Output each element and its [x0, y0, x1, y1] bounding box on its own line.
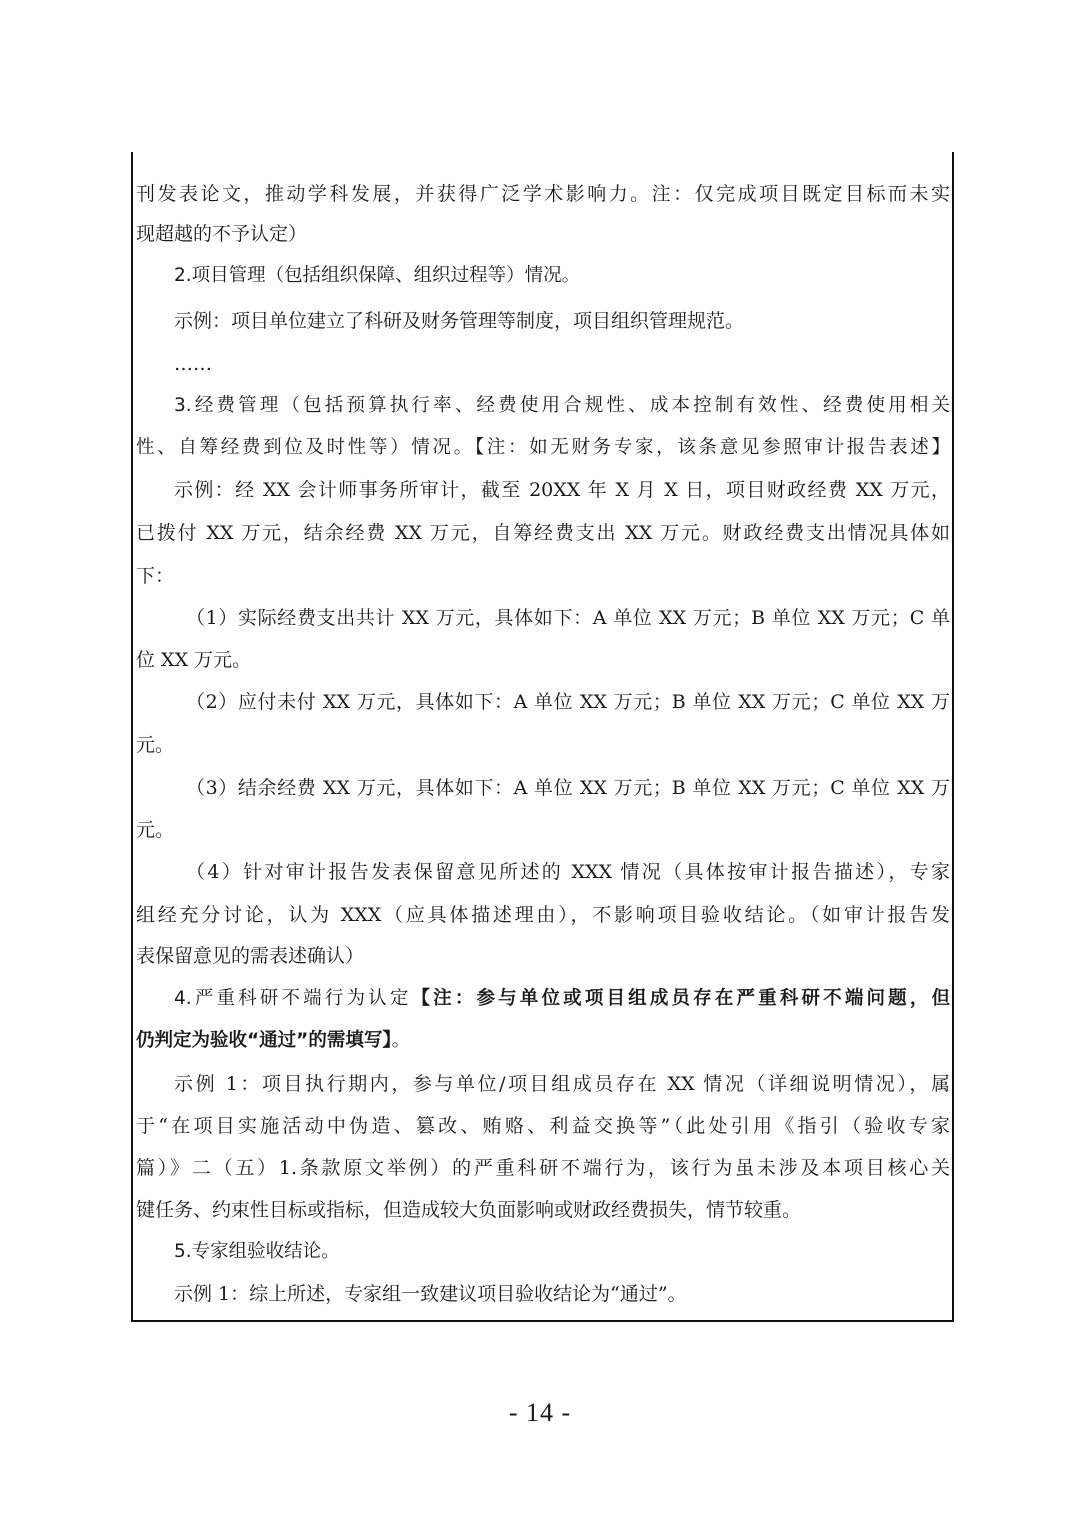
heading-text: 4.严重科研不端行为认定: [174, 988, 412, 1009]
text-line: 性、自筹经费到位及时性等）情况。【注：如无财务专家，该条意见参照审计报告表述】: [136, 437, 950, 458]
text-line: 下：: [136, 565, 175, 587]
text-line: 示例：经 XX 会计师事务所审计，截至 20XX 年 X 月 X 日，项目财政经费 XX 万元，: [174, 479, 950, 501]
text-line: 示例 1：项目执行期内，参与单位/项目组成员存在 XX 情况（详细说明情况），属: [174, 1073, 950, 1095]
text-line: 于“在项目实施活动中伪造、篡改、贿赂、利益交换等”（此处引用《指引（验收专家: [136, 1115, 950, 1137]
text-line: 位 XX 万元。: [136, 649, 252, 671]
list-item: （3）结余经费 XX 万元，具体如下：A 单位 XX 万元；B 单位 XX 万元；C 单位 XX 万: [186, 777, 950, 799]
section-heading-project-management: 2.项目管理（包括组织保障、组织过程等）情况。: [174, 265, 581, 286]
list-item: （2）应付未付 XX 万元，具体如下：A 单位 XX 万元；B 单位 XX 万元；C 单位 XX 万: [186, 691, 950, 713]
text-line: 现超越的不予认定）: [136, 223, 308, 245]
list-item: （1）实际经费支出共计 XX 万元，具体如下：A 单位 XX 万元；B 单位 XX 万元；C 单: [186, 607, 950, 629]
section-heading-funding-management: 3.经费管理（包括预算执行率、经费使用合规性、成本控制有效性、经费使用相关: [174, 395, 950, 416]
page-number: - 14 -: [508, 1398, 572, 1427]
text-line: [136, 1023, 950, 1059]
text-line: 刊发表论文，推动学科发展，并获得广泛学术影响力。注：仅完成项目既定目标而未实: [136, 183, 950, 205]
text-line: 已拨付 XX 万元，结余经费 XX 万元，自筹经费支出 XX 万元。财政经费支出情况具体如: [136, 522, 950, 544]
text-line: 键任务、约束性目标或指标，但造成较大负面影响或财政经费损失，情节较重。: [136, 1199, 802, 1221]
section-heading-conclusion: 5.专家组验收结论。: [174, 1241, 340, 1262]
ellipsis: ……: [174, 353, 212, 375]
text-line: 篇）》二（五）1.条款原文举例）的严重科研不端行为，该行为虽未涉及本项目核心关: [136, 1157, 950, 1179]
text-line: 元。: [136, 734, 175, 756]
bold-note: 仍判定为验收“通过”的需填写】: [136, 1030, 392, 1051]
text-line: 组经充分讨论，认为 XXX（应具体描述理由），不影响项目验收结论。（如审计报告发: [136, 904, 950, 926]
section-heading-misconduct: [136, 981, 950, 1017]
bold-note: 【注：参与单位或项目组成员存在严重科研不端问题，但: [411, 988, 950, 1009]
text-line: 表保留意见的需表述确认）: [136, 945, 365, 967]
text-line: 示例 1：综上所述，专家组一致建议项目验收结论为“通过”。: [174, 1283, 687, 1305]
punctuation: 。: [391, 1030, 411, 1051]
text-line: 示例：项目单位建立了科研及财务管理等制度，项目组织管理规范。: [174, 310, 745, 332]
list-item: （4）针对审计报告发表保留意见所述的 XXX 情况（具体按审计报告描述），专家: [186, 861, 950, 883]
text-line: 元。: [136, 819, 175, 841]
